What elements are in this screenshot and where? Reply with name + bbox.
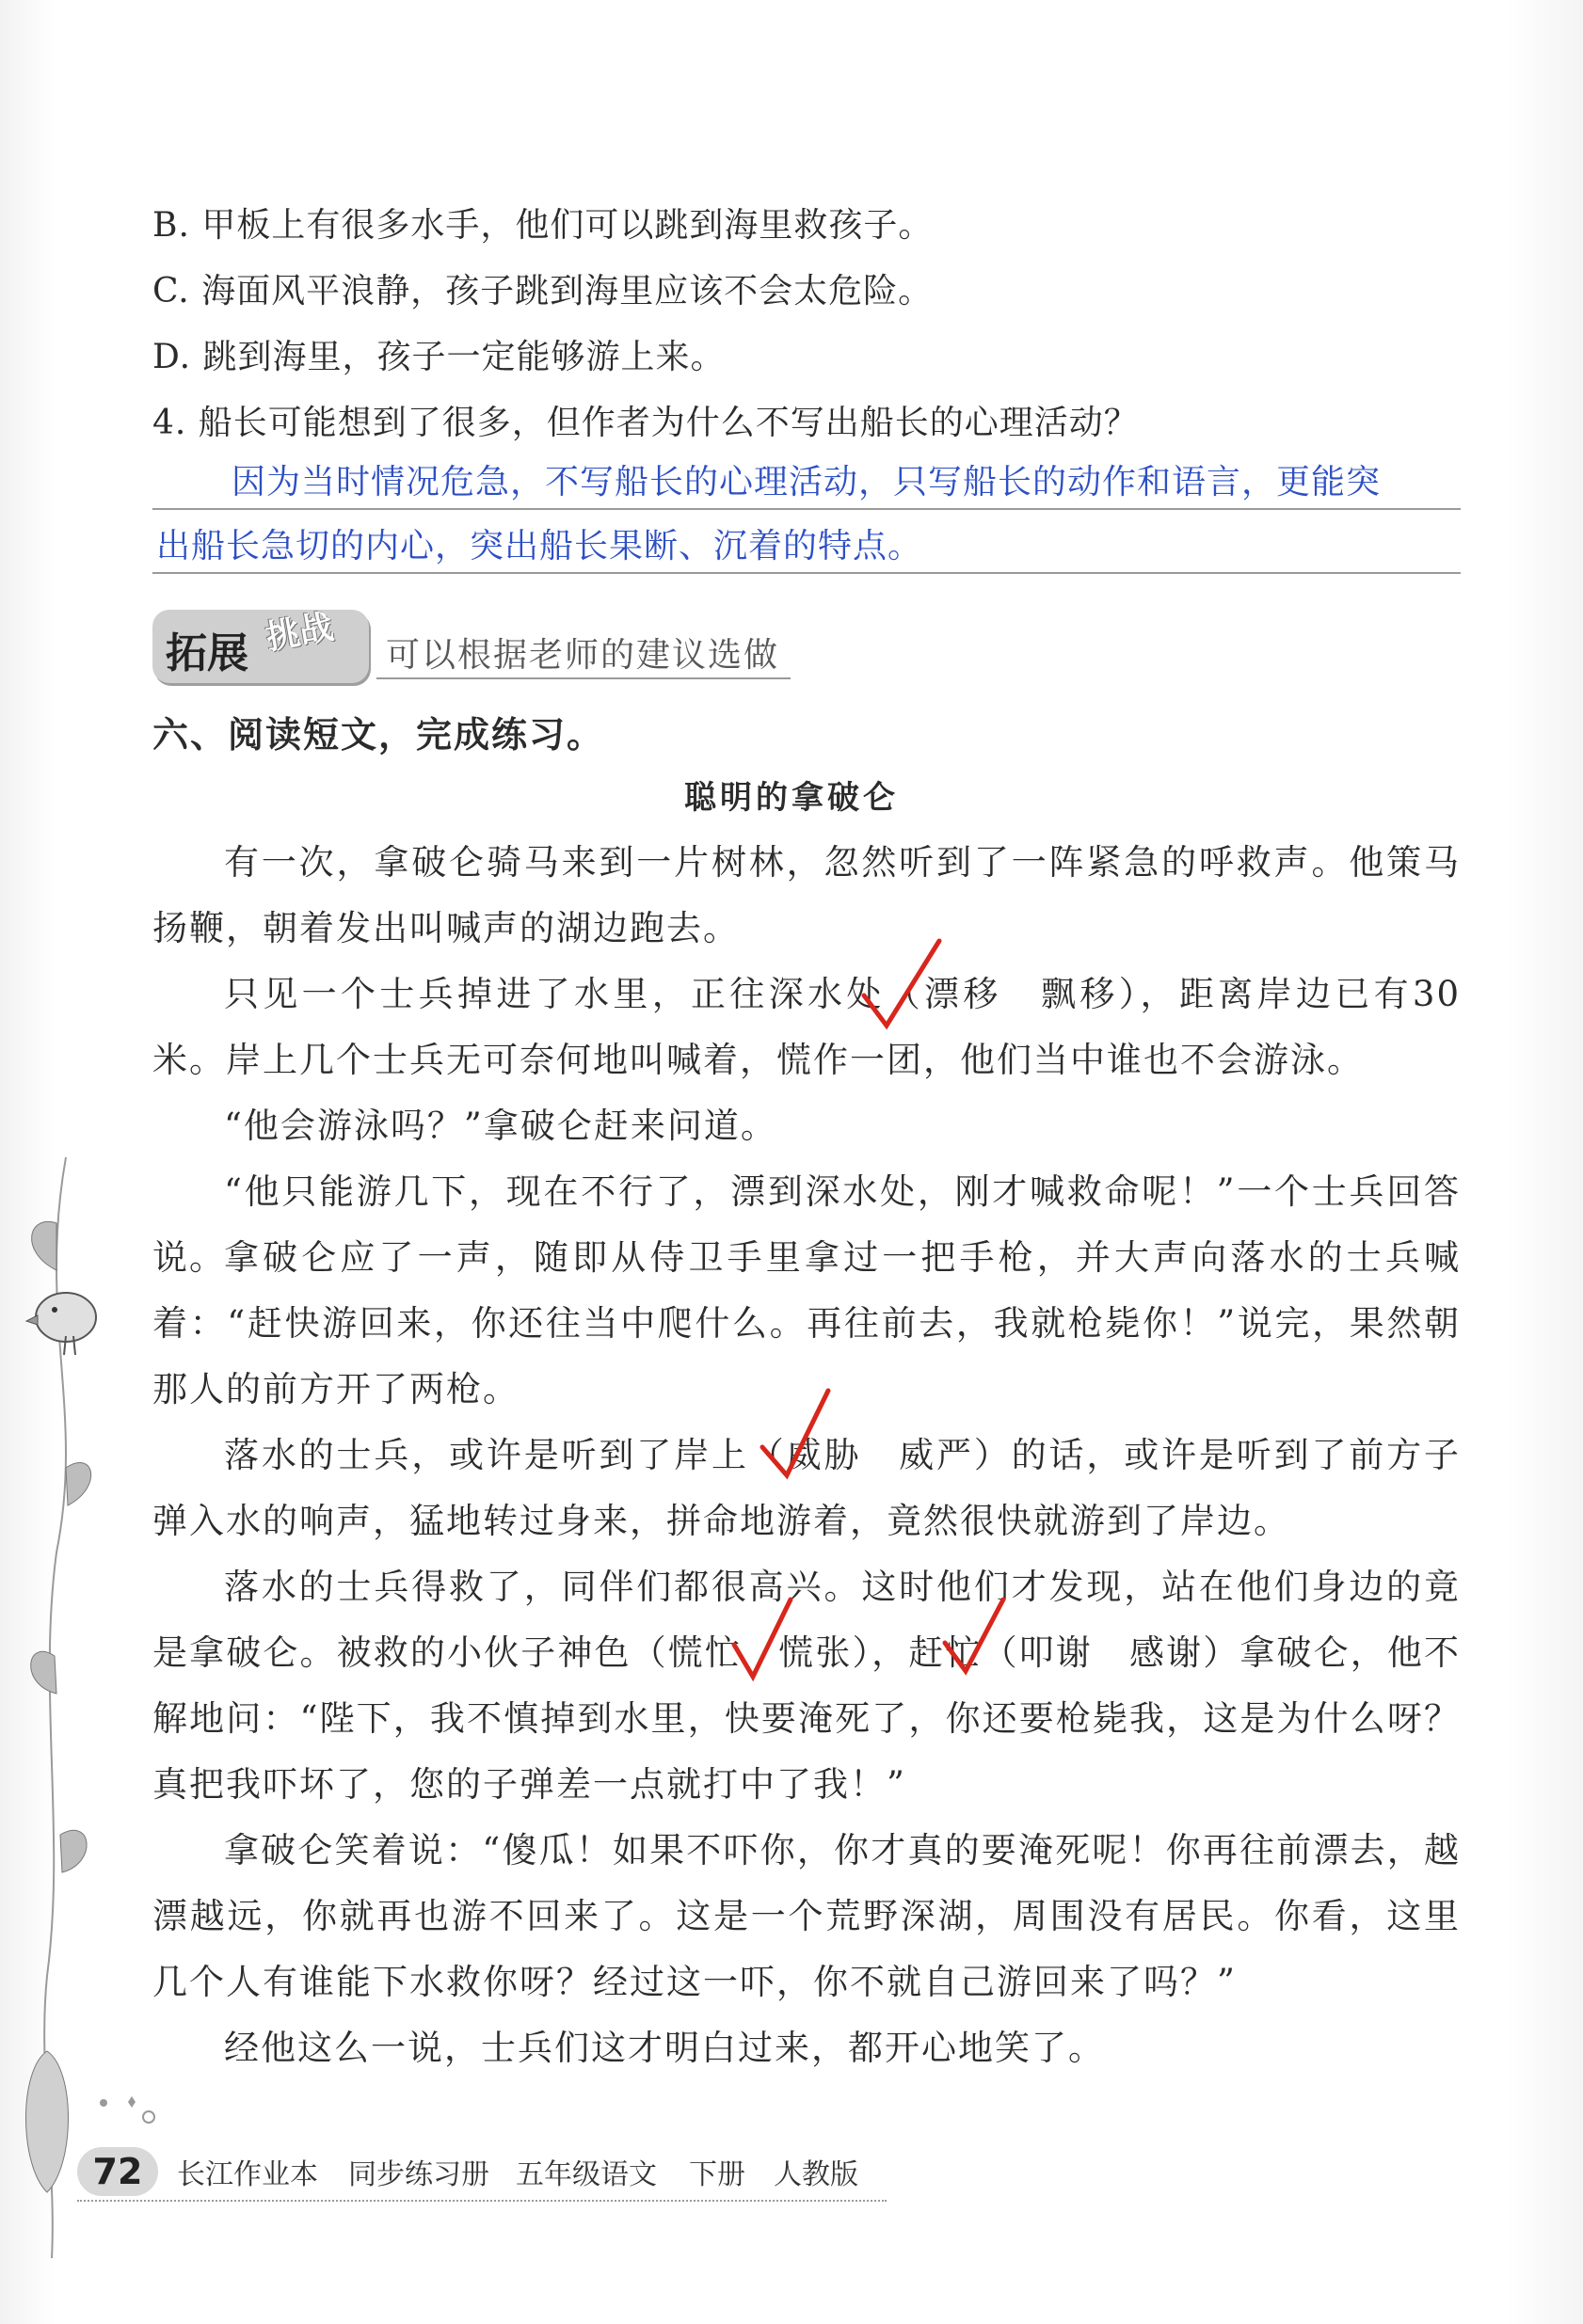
story-paragraph-3: “他会游泳吗？”拿破仑赶来问道。 (224, 1106, 777, 1146)
answer-line-2: 出船长急切的内心，突出船长果断、沉着的特点。 (156, 527, 923, 565)
story-paragraph-6: 落水的士兵，或许是听到了岸上（威胁 威严）的话，或许是听到了前方子弹入水的响声，猛地转过身来，拼命地游着，竟然很快就游到了岸边。 (152, 1435, 1461, 1541)
footer-grade: 五年级语文 (516, 2158, 657, 2191)
badge-sub-label: 挑战 (263, 608, 337, 658)
footer-book: 长江作业本 (177, 2158, 318, 2191)
story-paragraph-9: 经他这么一说，士兵们这才明白过来，都开心地笑了。 (224, 2028, 1105, 2068)
footer-rule (77, 2200, 887, 2202)
footer-series: 同步练习册 (348, 2158, 489, 2191)
question-4: 4. 船长可能想到了很多，但作者为什么不写出船长的心理活动？ (152, 404, 1139, 442)
section-heading: 六、阅读短文，完成练习。 (152, 714, 605, 756)
page-number: 72 (77, 2147, 158, 2196)
story-paragraph-2: 只见一个士兵掉进了水里，正往深水处（漂移 飘移），距离岸边已有30米。岸上几个士兵无可奈何地叫喊着，慌作一团，他们当中谁也不会游泳。 (152, 974, 1461, 1080)
story-paragraph-4: “他只能游几下，现在不行了，漂到深水处，刚才喊救命呢！”一个士兵回答说。 (152, 1171, 1461, 1278)
story-paragraph-5: 拿破仑应了一声，随即从侍卫手里拿过一把手枪，并大声向落水的士兵喊着：“赶快游回来，你还往当中爬什么。再往前去，我就枪毙你！”说完，果然朝那人的前方开了两枪。 (152, 1237, 1461, 1409)
footer-edition: 人教版 (774, 2158, 858, 2191)
option-d: D. 跳到海里，孩子一定能够游上来。 (152, 338, 726, 376)
extension-underline (376, 677, 791, 679)
bird-icon (26, 1293, 96, 1355)
answer-line-1: 因为当时情况危急，不写船长的心理活动，只写船长的动作和语言，更能突 (232, 463, 1382, 501)
story-title: 聪明的拿破仑 (684, 779, 899, 817)
story-paragraph-8: 拿破仑笑着说：“傻瓜！如果不吓你，你才真的要淹死呢！你再往前漂去，越漂越远，你就再也游不回来了。这是一个荒野深湖，周围没有居民。你看，这里几个人有谁能下水救你呀？经过这一吓，你不就自己游回来了吗？” (152, 1830, 1461, 2002)
answer-rule-1 (152, 508, 1461, 510)
story-paragraph-1: 有一次，拿破仑骑马来到一片树林，忽然听到了一阵紧急的呼救声。他策马扬鞭，朝着发出叫喊声的湖边跑去。 (152, 842, 1461, 948)
extension-note: 可以根据老师的建议选做 (386, 636, 780, 675)
badge-main-label: 拓展 (166, 629, 248, 677)
option-b: B. 甲板上有很多水手，他们可以跳到海里救孩子。 (152, 206, 934, 245)
option-c: C. 海面风平浪静，孩子跳到海里应该不会太危险。 (152, 272, 934, 310)
extension-badge (152, 610, 369, 683)
answer-rule-2 (152, 572, 1461, 574)
story-paragraph-7: 落水的士兵得救了，同伴们都很高兴。这时他们才发现，站在他们身边的竟是拿破仑。被救的小伙子神色（慌忙 慌张），赶忙（叩谢 感谢）拿破仑，他不解地问：“陛下，我不慎掉到水里，快要淹死了，你还要枪毙我，这是为什么呀？真把我吓坏了，您的子弹差一点就打中了我！” (152, 1567, 1461, 1805)
footer-volume: 下册 (689, 2158, 745, 2191)
